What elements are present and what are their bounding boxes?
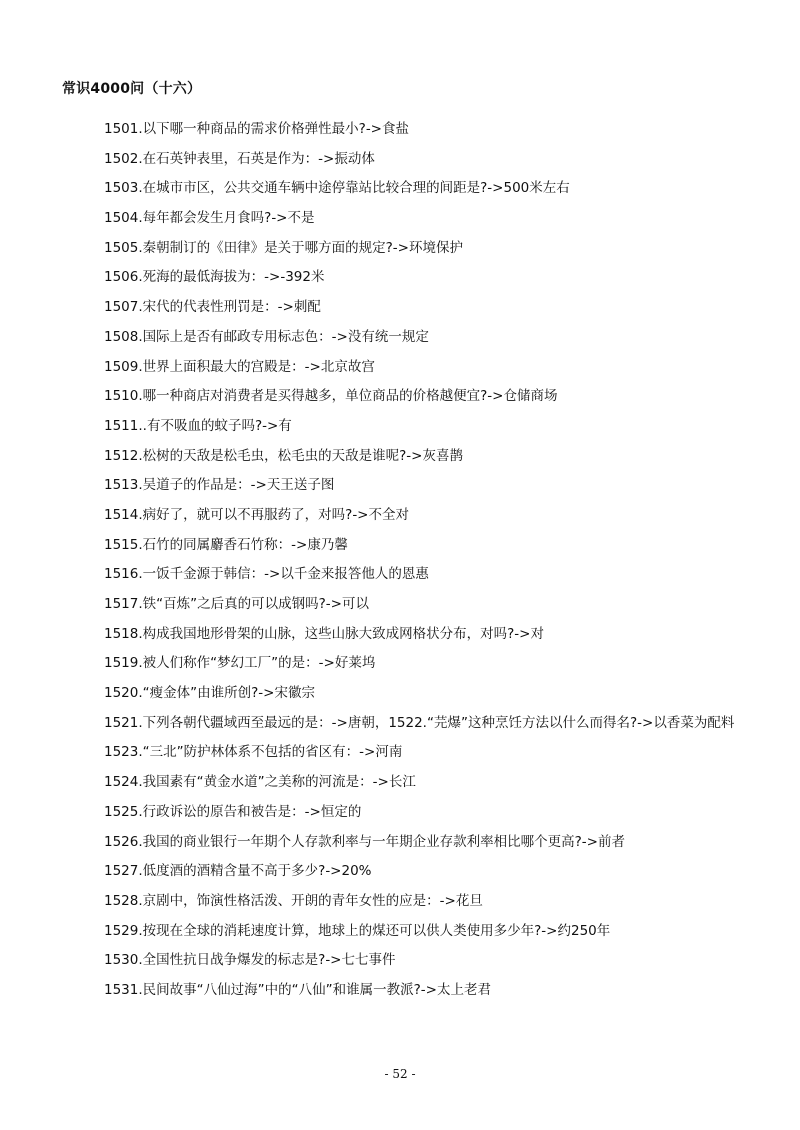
list-item: 1528.京剧中，饰演性格活泼、开朗的青年女性的应是：->花旦 <box>104 892 483 909</box>
list-item: 1502.在石英钟表里，石英是作为：->振动体 <box>104 150 375 167</box>
list-item: 1507.宋代的代表性刑罚是：->刺配 <box>104 299 321 316</box>
list-item: 1501.以下哪一种商品的需求价格弹性最小?->食盐 <box>104 121 409 137</box>
list-item: 1503.在城市市区，公共交通车辆中途停靠站比较合理的间距是?->500米左右 <box>104 180 570 197</box>
page-title: 常识4000问（十六） <box>62 81 202 97</box>
list-item: 1521.下列各朝代疆域西至最远的是：->唐朝，1522.“芫爆”这种烹饪方法以什么而得名?->以香菜为配料 <box>104 714 735 731</box>
list-item: 1519.被人们称作“梦幻工厂”的是：->好莱坞 <box>104 655 376 672</box>
list-item: 1515.石竹的同属麝香石竹称：->康乃馨 <box>104 536 348 553</box>
list-item: 1511..有不吸血的蚊子吗?->有 <box>104 417 292 434</box>
list-item: 1516.一饭千金源于韩信：->以千金来报答他人的恩惠 <box>104 566 429 583</box>
list-item: 1505.秦朝制订的《田律》是关于哪方面的规定?->环境保护 <box>104 239 463 256</box>
list-item: 1510.哪一种商店对消费者是买得越多，单位商品的价格越便宜?->仓储商场 <box>104 388 558 405</box>
list-item: 1530.全国性抗日战争爆发的标志是?->七七事件 <box>104 952 396 969</box>
list-item: 1509.世界上面积最大的宫殿是：->北京故宫 <box>104 358 375 375</box>
list-item: 1508.国际上是否有邮政专用标志色：->没有统一规定 <box>104 328 429 345</box>
list-item: 1520.“瘦金体”由谁所创?->宋徽宗 <box>104 685 315 702</box>
page-number: - 52 - <box>384 1067 416 1081</box>
list-item: 1512.松树的天敌是松毛虫，松毛虫的天敌是谁呢?->灰喜鹊 <box>104 447 463 464</box>
list-item: 1529.按现在全球的消耗速度计算，地球上的煤还可以供人类使用多少年?->约250年 <box>104 922 611 939</box>
list-item: 1514.病好了，就可以不再服药了，对吗?->不全对 <box>104 506 409 523</box>
list-item: 1506.死海的最低海拔为：->-392米 <box>104 269 325 286</box>
list-item: 1531.民间故事“八仙过海”中的“八仙”和谁属一教派?->太上老君 <box>104 981 491 998</box>
list-item: 1527.低度酒的酒精含量不高于多少?->20% <box>104 863 372 880</box>
qa-list <box>104 120 784 1011</box>
list-item: 1513.吴道子的作品是：->天王送子图 <box>104 477 335 494</box>
list-item: 1518.构成我国地形骨架的山脉，这些山脉大致成网格状分布，对吗?->对 <box>104 625 544 642</box>
list-item: 1504.每年都会发生月食吗?->不是 <box>104 210 315 227</box>
list-item: 1525.行政诉讼的原告和被告是：->恒定的 <box>104 803 362 820</box>
list-item: 1523.“三北”防护林体系不包括的省区有：->河南 <box>104 744 403 761</box>
list-item: 1526.我国的商业银行一年期个人存款利率与一年期企业存款利率相比哪个更高?->前者 <box>104 833 625 850</box>
list-item: 1524.我国素有“黄金水道”之美称的河流是：->长江 <box>104 774 416 791</box>
list-item: 1517.铁“百炼”之后真的可以成钢吗?->可以 <box>104 596 369 612</box>
